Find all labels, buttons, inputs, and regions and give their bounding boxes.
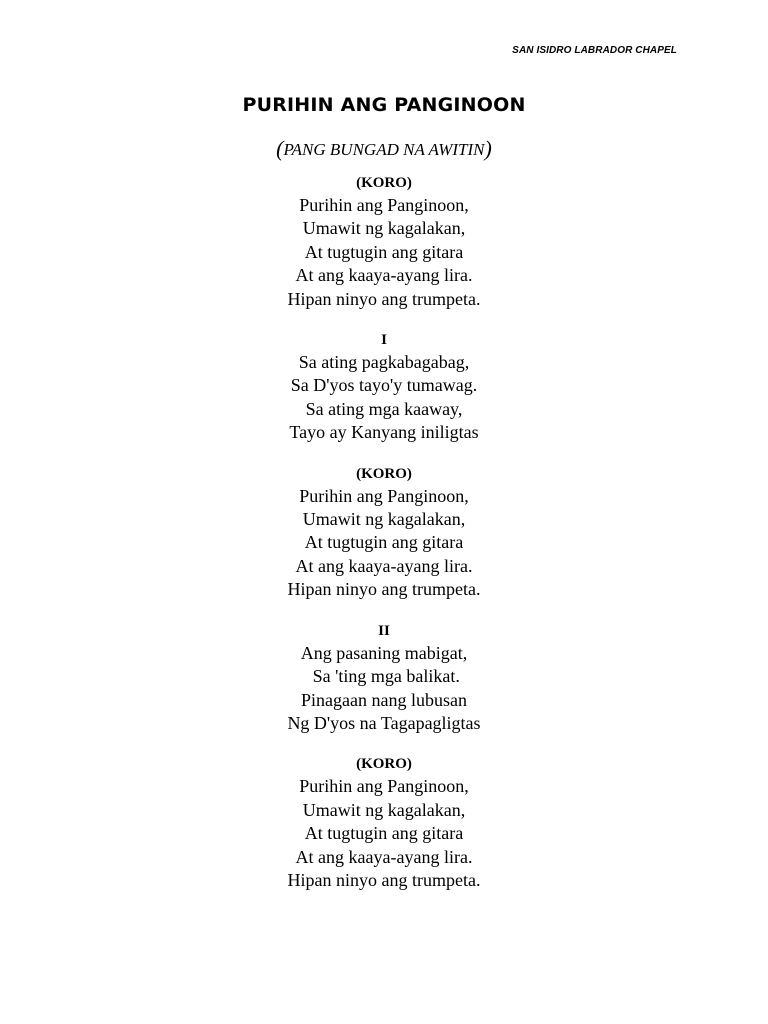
lyric-line: Umawit ng kagalakan, xyxy=(302,509,466,530)
lyric-line: Ng D'yos na Tagapagligtas xyxy=(287,712,481,733)
section-verse-1 xyxy=(0,330,768,445)
lyric-line: Ang pasaning mabigat, xyxy=(300,642,468,663)
lyric-line: Umawit ng kagalakan, xyxy=(302,218,466,239)
section-label: I xyxy=(381,332,387,349)
lyric-line: At tugtugin ang gitara xyxy=(304,823,464,844)
section-koro-3 xyxy=(0,754,768,892)
section-label: (KORO) xyxy=(356,756,412,773)
subtitle-open-paren: ( xyxy=(276,136,284,161)
section-label: (KORO) xyxy=(356,175,412,191)
lyric-line: At ang kaaya-ayang lira. xyxy=(295,846,473,867)
lyric-line: Umawit ng kagalakan, xyxy=(302,799,466,820)
lyric-line: At tugtugin ang gitara xyxy=(304,532,464,553)
lyric-line: At tugtugin ang gitara xyxy=(304,241,464,262)
lyric-line: Pinagaan nang lubusan xyxy=(301,689,467,710)
section-label: (KORO) xyxy=(356,465,412,482)
lyric-line: Sa 'ting mga balikat. xyxy=(308,666,460,687)
section-koro-2 xyxy=(0,464,768,602)
section-verse-2 xyxy=(0,621,768,736)
lyric-line: Hipan ninyo ang trumpeta. xyxy=(287,579,481,600)
lyrics xyxy=(0,173,768,911)
song-subtitle xyxy=(0,135,768,161)
lyric-line: Purihin ang Panginoon, xyxy=(299,485,469,506)
subtitle-close-paren: ) xyxy=(484,136,492,161)
lyric-line: At ang kaaya-ayang lira. xyxy=(295,555,473,576)
lyric-line: Purihin ang Panginoon, xyxy=(299,776,469,797)
lyric-line: Sa ating pagkabagabag, xyxy=(298,352,470,373)
lyric-line: Purihin ang Panginoon, xyxy=(299,195,469,215)
chapel-header: SAN ISIDRO LABRADOR CHAPEL xyxy=(512,45,677,56)
lyric-line: Sa ating mga kaaway, xyxy=(305,398,463,419)
lyric-line: At ang kaaya-ayang lira. xyxy=(295,265,473,286)
lyric-line: Hipan ninyo ang trumpeta. xyxy=(287,288,481,309)
section-label: II xyxy=(378,622,390,639)
lyric-line: Hipan ninyo ang trumpeta. xyxy=(287,869,481,890)
song-title: PURIHIN ANG PANGINOON xyxy=(242,94,526,116)
section-koro-1 xyxy=(0,173,768,311)
lyric-line: Tayo ay Kanyang iniligtas xyxy=(289,422,479,443)
lyric-line: Sa D'yos tayo'y tumawag. xyxy=(290,375,478,396)
subtitle-text: PANG BUNGAD NA AWITIN xyxy=(283,140,485,159)
